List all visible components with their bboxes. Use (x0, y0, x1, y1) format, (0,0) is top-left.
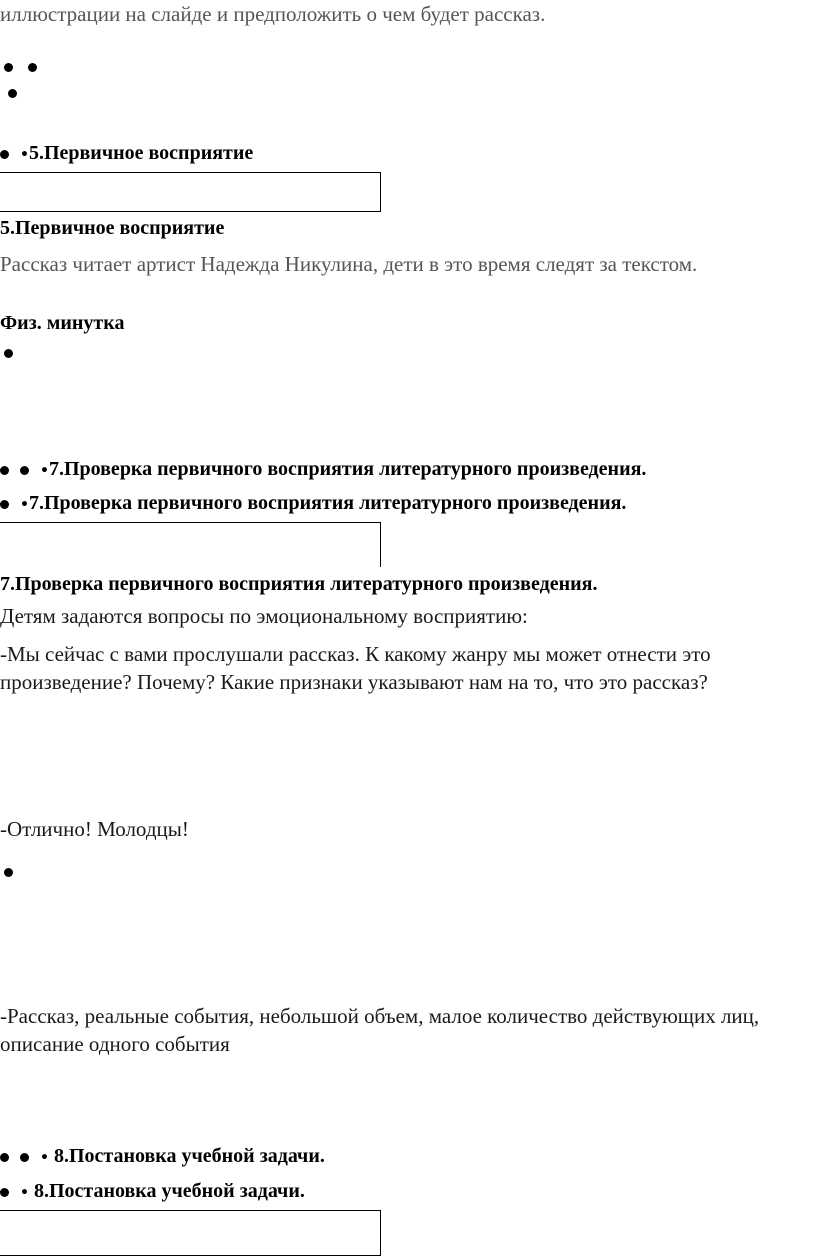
sec7-heading-label: 7.Проверка первичного восприятия литературного произведения. (48, 458, 647, 480)
sec5-heading-label: 5.Первичное восприятие (28, 142, 254, 164)
sec8-slide-heading-2: • 8.Постановка учебной задачи. (0, 1180, 305, 1203)
sec7-slide-heading-2: •7.Проверка первичного восприятия литературного произведения. (0, 492, 626, 515)
bullet-dot (8, 89, 17, 98)
sec7-heading-label: 7.Проверка первичного восприятия литературного произведения. (28, 492, 627, 514)
sec5-slide-heading: •5.Первичное восприятие (0, 142, 253, 165)
bullet-dot (4, 63, 13, 72)
sec8-heading-label: 8.Постановка учебной задачи. (53, 1145, 325, 1167)
sec7-title: 7.Проверка первичного восприятия литературного произведения. (0, 573, 598, 595)
fiz-title: Физ. минутка (0, 312, 125, 334)
sec8-slide-box (0, 1210, 381, 1256)
bullet-dot (28, 63, 37, 72)
bullet-dot (4, 349, 13, 358)
sec8-heading-label: 8.Постановка учебной задачи. (33, 1180, 305, 1202)
intro-tail-text: иллюстрации на слайде и предположить о чем будет рассказ. (0, 2, 546, 26)
sec8-slide-heading-1: • 8.Постановка учебной задачи. (0, 1145, 325, 1168)
bullet-dot (0, 500, 9, 509)
bullet-dot (4, 868, 13, 877)
sec7-slide-box (0, 522, 381, 567)
bullet-dot (0, 466, 9, 475)
sec5-box-underline (273, 211, 381, 212)
bullet-dot (0, 1188, 9, 1197)
bullet-dot (0, 1153, 9, 1162)
sec7-answer: -Рассказ, реальные события, небольшой объем, малое количество действующих лиц, описание одного события (0, 1004, 760, 1056)
sec7-intro: Детям задаются вопросы по эмоциональному восприятию: (0, 604, 528, 628)
bullet-dot (20, 466, 29, 475)
bullet-dot (0, 150, 9, 159)
sec7-praise: -Отлично! Молодцы! (0, 817, 189, 841)
sec7-question: -Мы сейчас с вами прослушали рассказ. К какому жанру мы может отнести это произведение? Почему? Какие признаки указывают нам на то, что это рассказ? (0, 642, 711, 694)
sec7-slide-heading-1: •7.Проверка первичного восприятия литературного произведения. (0, 458, 646, 481)
sec5-text: Рассказ читает артист Надежда Никулина, дети в это время следят за текстом. (0, 252, 698, 276)
sec5-title: 5.Первичное восприятие (0, 217, 225, 239)
bullet-dot (20, 1153, 29, 1162)
